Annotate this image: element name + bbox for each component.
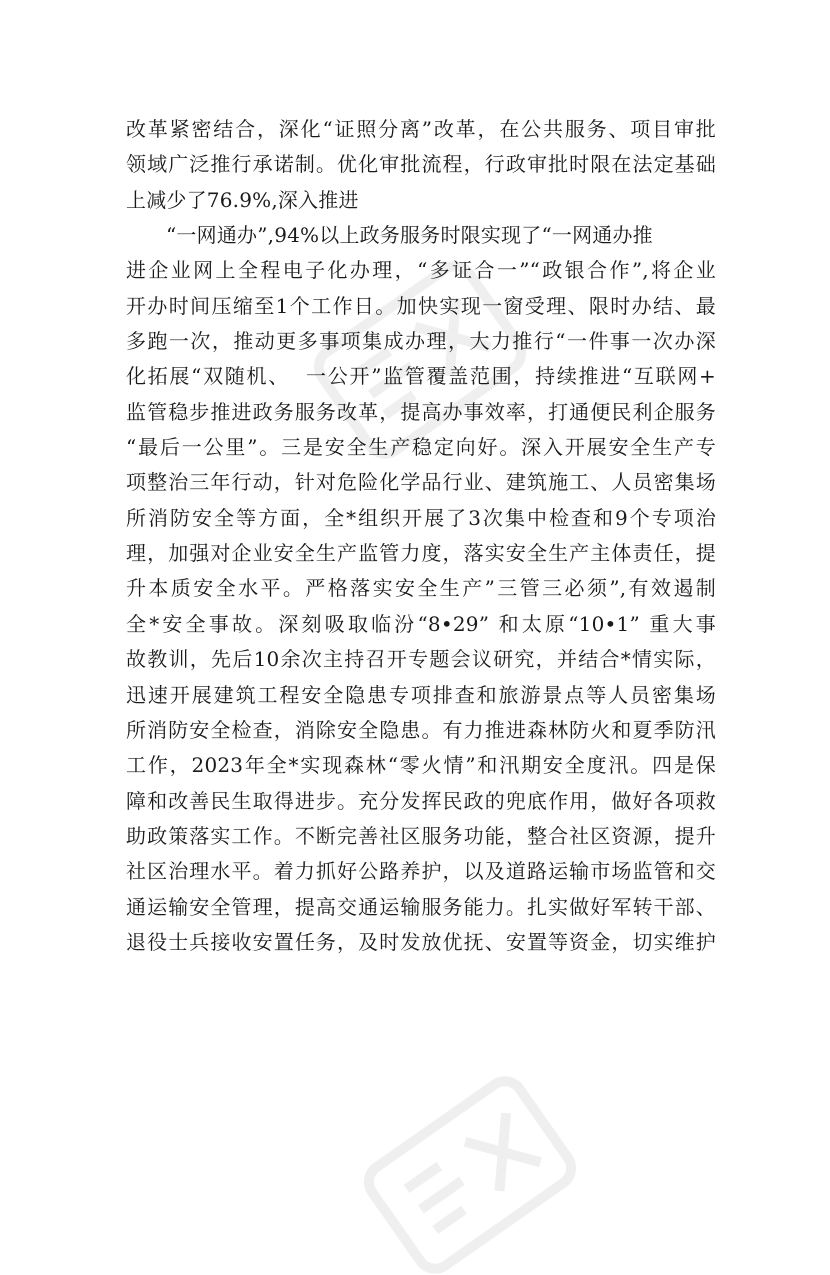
watermark-logo-bottom-icon (350, 1075, 590, 1275)
text-line: 改革紧密结合，深化“证照分离”改革，在公共服务、项目审批 (126, 117, 716, 141)
text-line: 迅速开展建筑工程安全隐患专项排查和旅游景点等人员密集场 (126, 682, 716, 707)
text-line: 所消防安全检查，消除安全隐患。有力推进森林防火和夏季防汛 (126, 717, 716, 742)
text-line: 所消防安全等方面，全*组织开展了3次集中检查和9个专项治 (126, 505, 716, 530)
text-line: 障和改善民生取得进步。充分发挥民政的兜底作用，做好各项救 (126, 788, 716, 813)
text-line: 领域广泛推行承诺制。优化审批流程，行政审批时限在法定基础 (126, 152, 716, 177)
text-line: 工作，2023年全*实现森林“零火情”和汛期安全度汛。四是保 (126, 753, 716, 778)
text-line: 升本质安全水平。严格落实安全生产”三管三必须”,有效遏制 (126, 576, 716, 601)
text-line: 全*安全事故。深刻吸取临汾“8•29” 和太原“10•1” 重大事 (126, 611, 716, 636)
paragraph-first-line: “一网通办”,94%以上政务服务时限实现了“一网通办推 (166, 223, 653, 248)
text-line: 退役士兵接收安置任务，及时发放优抚、安置等资金，切实维护 (126, 929, 716, 954)
text-line: 助政策落实工作。不断完善社区服务功能，整合社区资源，提升 (126, 823, 716, 848)
text-line: 通运输安全管理，提高交通运输服务能力。扎实做好军转干部、 (126, 894, 716, 919)
text-line: 上减少了76.9%,深入推进 (126, 187, 359, 212)
text-line: 化拓展“双随机、 一公开”监管覆盖范围，持续推进“互联网+ (126, 364, 716, 389)
text-line: 进企业网上全程电子化办理，“多证合一”“政银合作”,将企业 (126, 258, 716, 283)
text-line: 项整治三年行动，针对危险化学品行业、建筑施工、人员密集场 (126, 470, 716, 495)
text-line: 理，加强对企业安全生产监管力度，落实安全生产主体责任，提 (126, 541, 716, 566)
text-line: “最后一公里”。三是安全生产稳定向好。深入开展安全生产专 (126, 435, 716, 460)
body-text (126, 112, 716, 960)
text-line: 开办时间压缩至1个工作日。加快实现一窗受理、限时办结、最 (126, 293, 716, 318)
text-line: 社区治理水平。着力抓好公路养护，以及道路运输市场监管和交 (126, 859, 716, 884)
text-line: 监管稳步推进政务服务改革，提高办事效率，打通便民利企服务 (126, 399, 716, 424)
text-line: 故教训，先后10余次主持召开专题会议研究，并结合*情实际， (126, 647, 716, 672)
text-line: 多跑一次，推动更多事项集成办理，大力推行“一件事一次办深 (126, 329, 716, 354)
